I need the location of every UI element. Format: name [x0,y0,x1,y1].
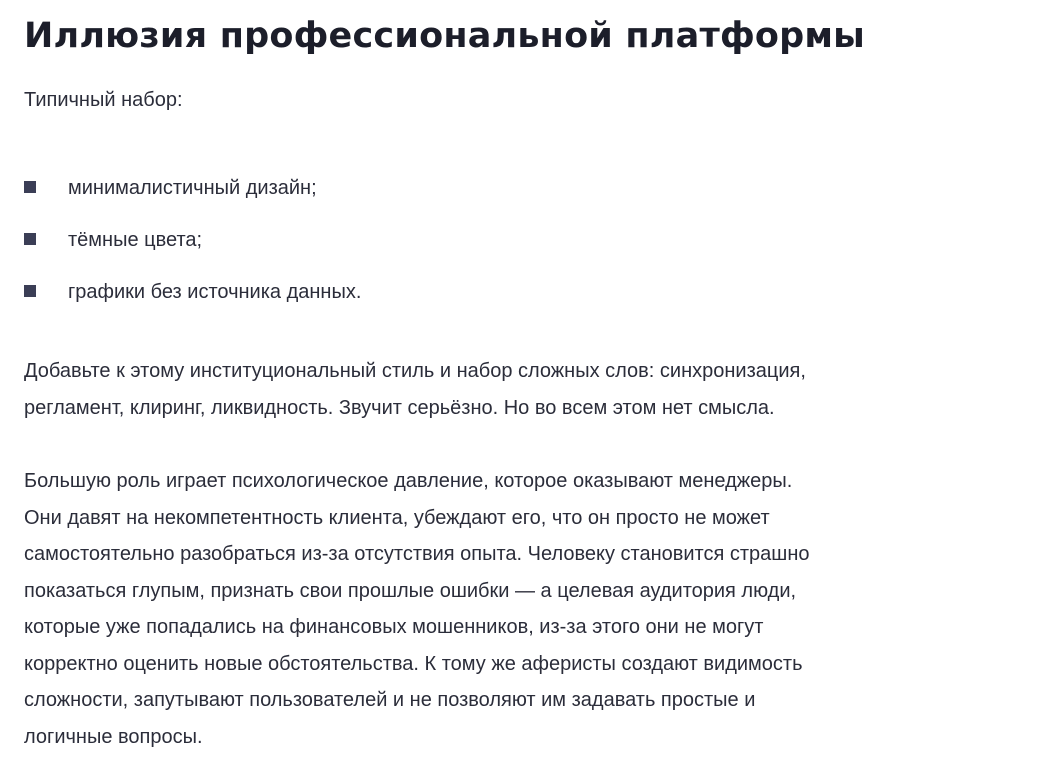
paragraph-line: корректно оценить новые обстоятельства. К тому же аферисты создают видимость [24,652,803,675]
list-item-text: тёмные цвета; [68,229,203,251]
paragraph-line: Большую роль играет психологическое давление, которое оказывают менеджеры. [24,470,793,492]
article-heading: Иллюзия профессиональной платформы [24,16,866,56]
paragraph-psychological-pressure [24,463,1014,755]
intro-text: Типичный набор: [24,89,183,111]
paragraph-line: самостоятельно разобраться из-за отсутствия опыта. Человеку становится страшно [24,543,810,565]
paragraph-line: регламент, клиринг, ликвидность. Звучит серьёзно. Но во всем этом нет смысла. [24,396,775,419]
square-bullet-icon [24,233,36,245]
paragraph-line: Они давят на некомпетентность клиента, убеждают его, что он просто не может [24,506,770,529]
paragraph-line: логичные вопросы. [24,725,203,748]
paragraph-line: показаться глупым, признать свои прошлые ошибки — а целевая аудитория люди, [24,579,797,602]
paragraph-line: Добавьте к этому институциональный стиль и набор сложных слов: синхронизация, [24,360,806,382]
square-bullet-icon [24,181,36,193]
list-item-text: минималистичный дизайн; [68,177,317,199]
paragraph-line: сложности, запутывают пользователей и не позволяют им задавать простые и [24,689,756,711]
paragraph-style-words [24,353,1014,426]
list-item-text: графики без источника данных. [68,281,362,303]
paragraph-line: которые уже попадались на финансовых мошенников, из-за этого они не могут [24,616,764,638]
square-bullet-icon [24,285,36,297]
